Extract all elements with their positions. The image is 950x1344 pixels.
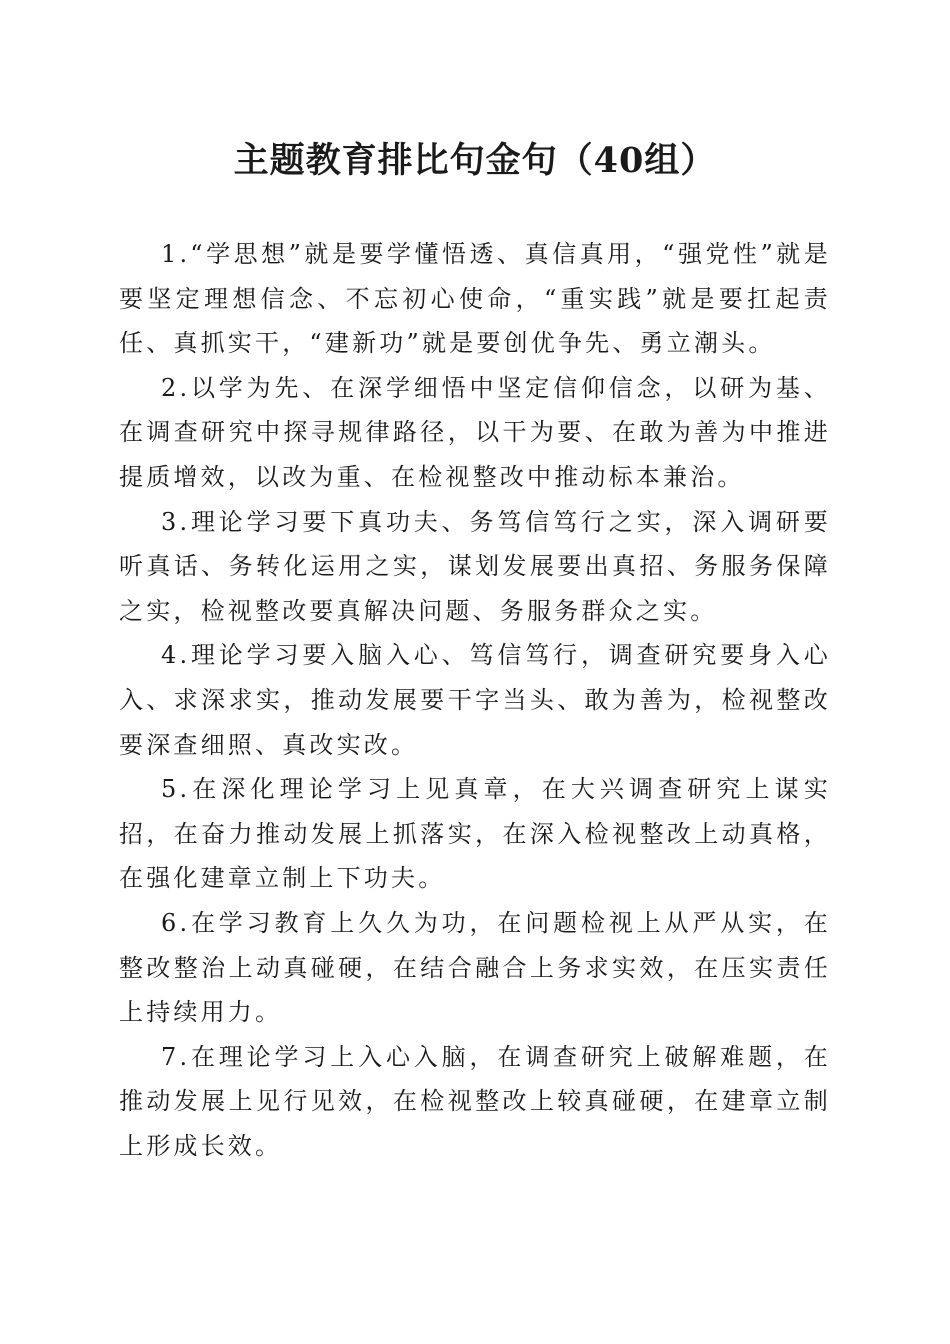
paragraph-4: 4.理论学习要入脑入心、笃信笃行，调查研究要身入心入、求深求实，推动发展要干字当头、敢为善为，检视整改要深查细照、真改实改。 bbox=[119, 641, 831, 759]
document-body bbox=[119, 232, 831, 1168]
paragraph-1: 1.“学思想”就是要学懂悟透、真信真用，“强党性”就是要坚定理想信念、不忘初心使命，“重实践”就是要扛起责任、真抓实干，“建新功”就是要创优争先、勇立潮头。 bbox=[119, 240, 831, 358]
paragraph-5: 5.在深化理论学习上见真章，在大兴调查研究上谋实招，在奋力推动发展上抓落实，在深入检视整改上动真格，在强化建章立制上下功夫。 bbox=[119, 775, 831, 893]
paragraph-7: 7.在理论学习上入心入脑，在调查研究上破解难题，在推动发展上见行见效，在检视整改上较真碰硬，在建章立制上形成长效。 bbox=[119, 1042, 831, 1160]
document-title: 主题教育排比句金句（40组） bbox=[233, 140, 717, 181]
paragraph-3: 3.理论学习要下真功夫、务笃信笃行之实，深入调研要听真话、务转化运用之实，谋划发展要出真招、务服务保障之实，检视整改要真解决问题、务服务群众之实。 bbox=[119, 507, 831, 625]
paragraph-6: 6.在学习教育上久久为功，在问题检视上从严从实，在整改整治上动真碰硬，在结合融合上务求实效，在压实责任上持续用力。 bbox=[119, 908, 831, 1027]
paragraph-2: 2.以学为先、在深学细悟中坚定信仰信念，以研为基、在调查研究中探寻规律路径，以干为要、在敢为善为中推进提质增效，以改为重、在检视整改中推动标本兼治。 bbox=[119, 373, 831, 491]
